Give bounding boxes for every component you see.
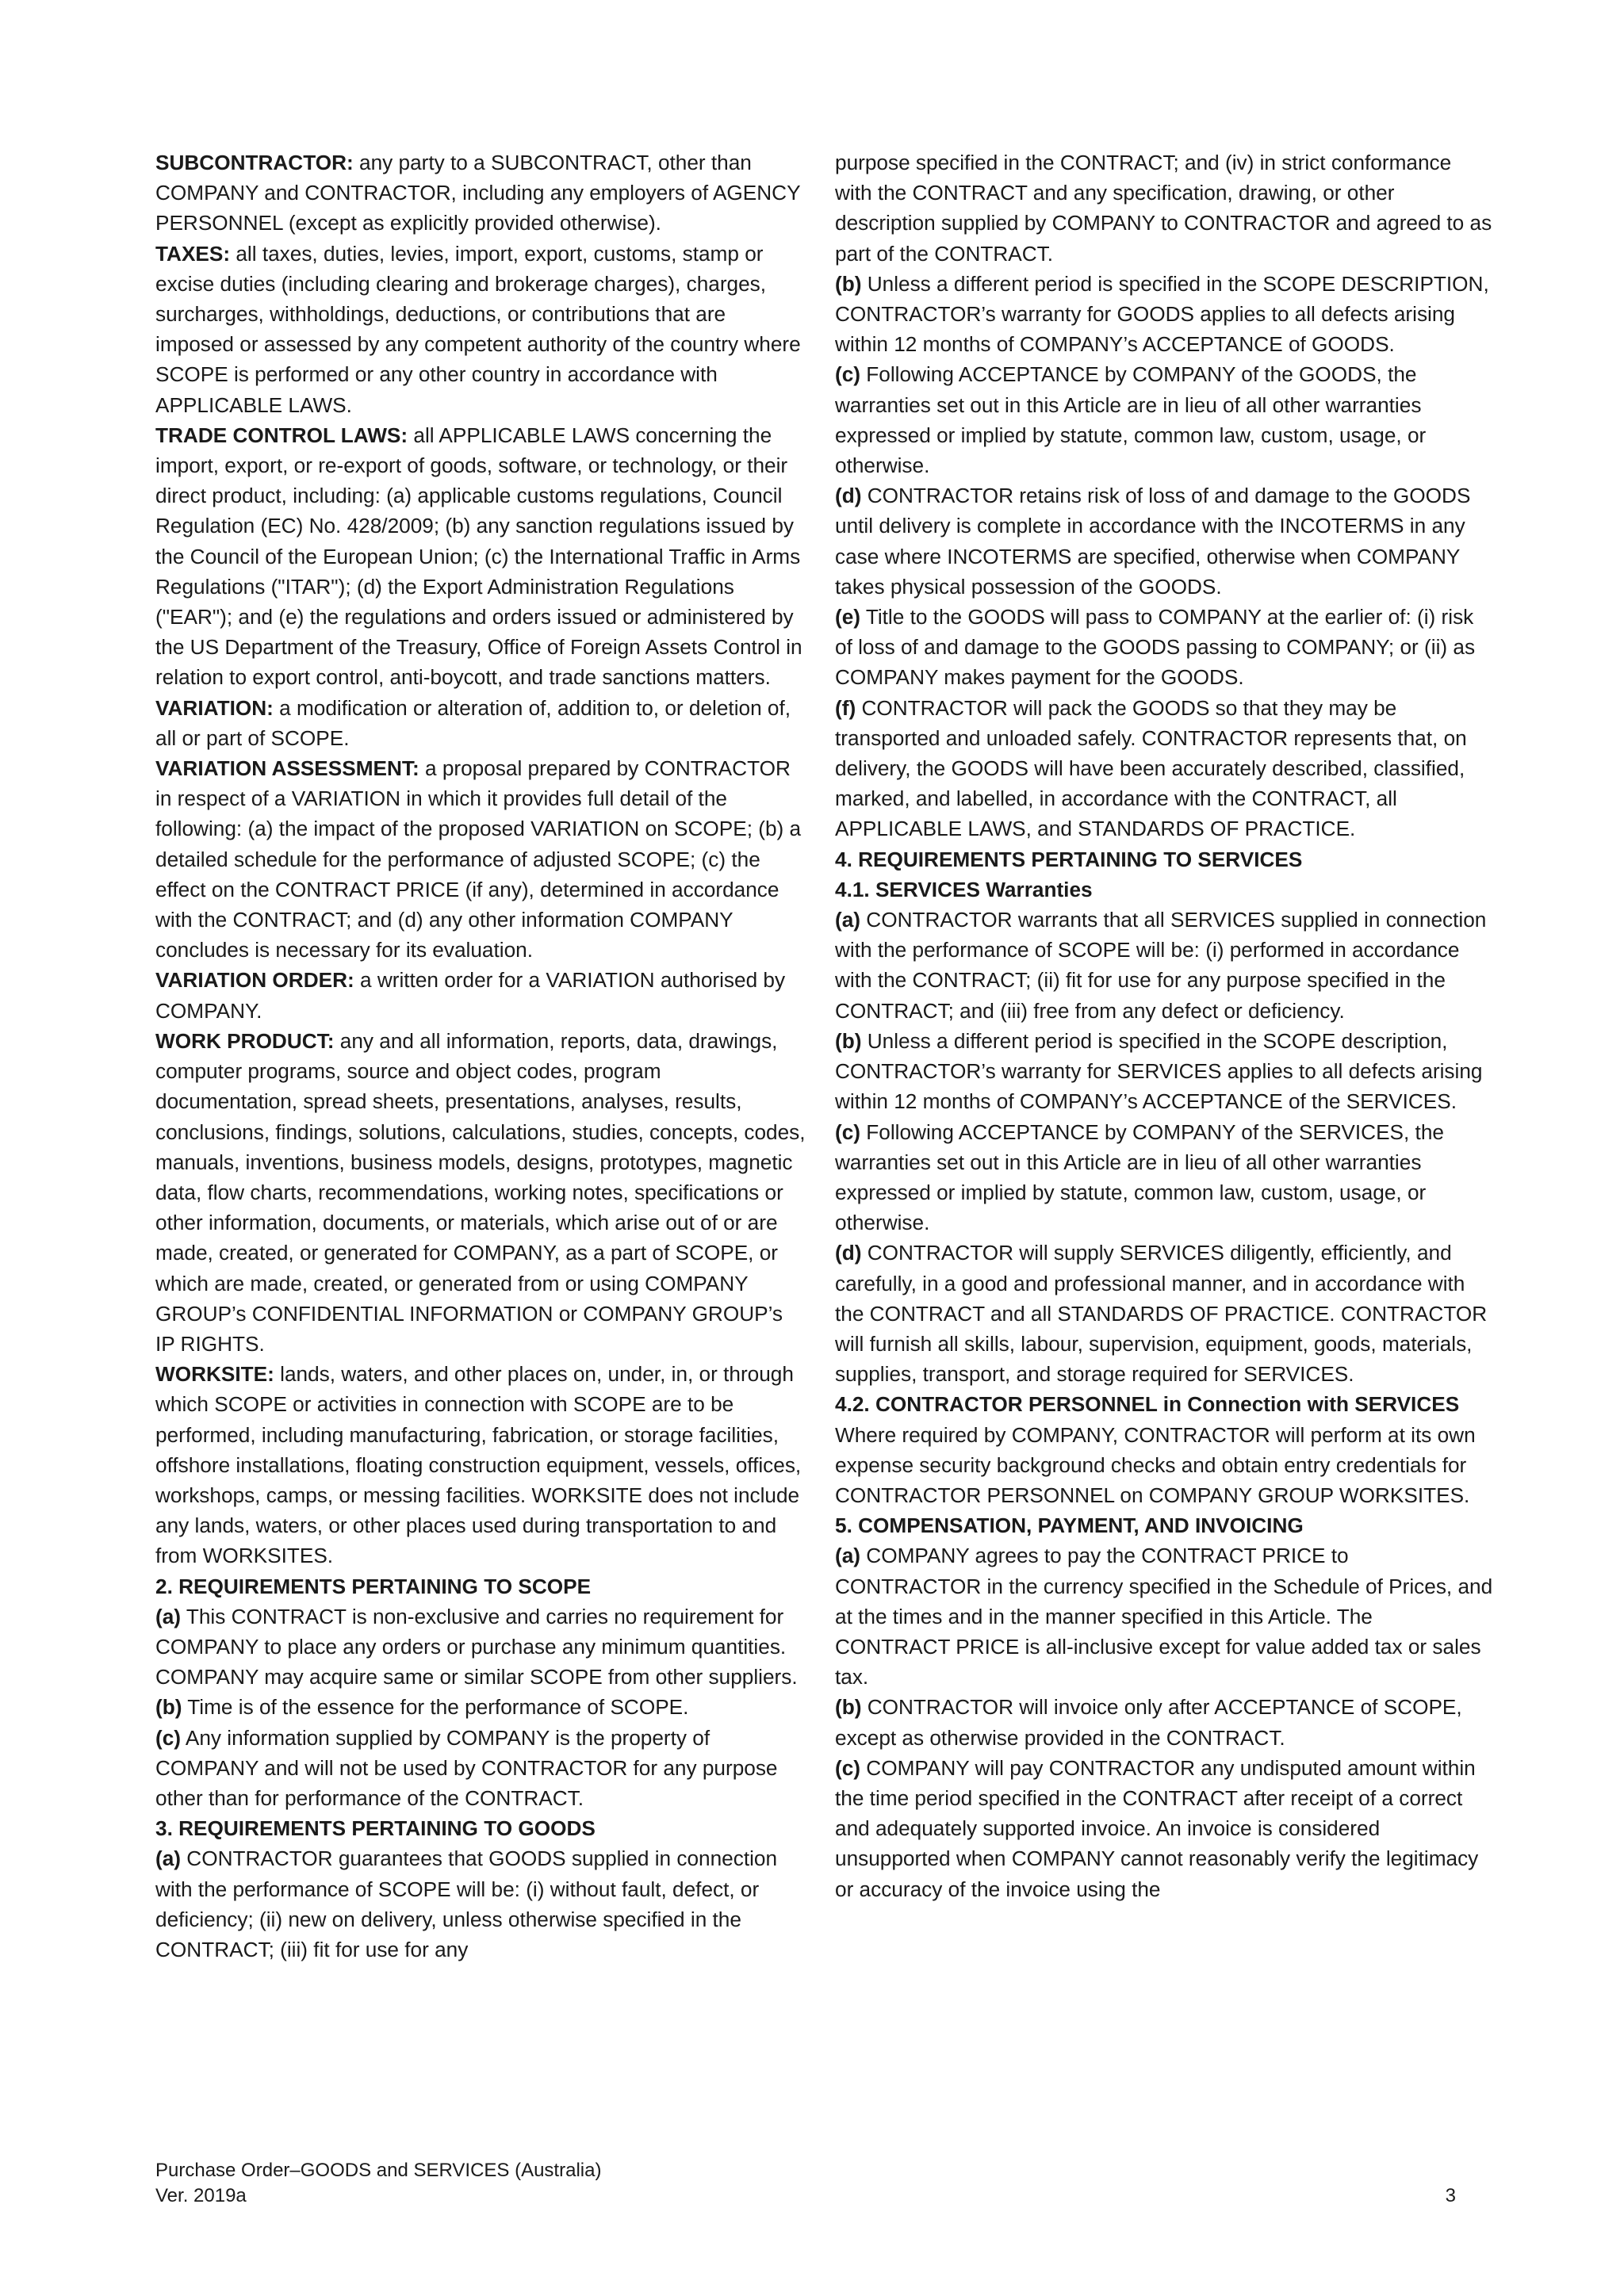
paragraph-text: any and all information, reports, data, drawings, computer programs, source and object codes, program documentation, spread sheets, presentations, analyses, results, conclusions, findings, solutions, calculations, studies, concepts, codes, manuals, inventions, business models, designs, prototypes, magnetic data, flow charts, recommendations, working notes, specifications or other information, documents, or materials, which arise out of or are made, created, or generated for COMPANY, as a part of SCOPE, or which are made, created, or generated from or using COMPANY GROUP’s CONFIDENTIAL INFORMATION or COMPANY GROUP’s IP RIGHTS. [155,1028,806,1356]
defined-term: (a) [835,1544,861,1568]
defined-term: (b) [835,271,862,296]
defined-term: (f) [835,695,856,720]
paragraph-text: all APPLICABLE LAWS concerning the import, export, or re-export of goods, software, or technology, or their direct product, including: (a) applicable customs regulations, Council Regulation (EC) No. 428/2009; (b) any sanction regulations issued by the Council of the European Union; (c) the International Traffic in Arms Regulations ("ITAR"); (d) the Export Administration Regulations ("EAR"); and (e) the regulations and orders issued or administered by the US Department of the Treasury, Office of Foreign Assets Control in relation to export control, anti-boycott, and trade sanctions matters. [155,423,802,690]
defined-term: (b) [835,1028,862,1053]
paragraph-text: all taxes, duties, levies, import, export, customs, stamp or excise duties (including clearing and brokerage charges), charges, surcharges, withholdings, deductions, or contributions that are imposed or assessed by any competent authority of the country where SCOPE is performed or any other country in accordance with APPLICABLE LAWS. [155,241,801,417]
section-heading: 4.2. CONTRACTOR PERSONNEL in Connection with SERVICES [835,1392,1460,1417]
paragraph-text: Following ACCEPTANCE by COMPANY of the GOODS, the warranties set out in this Article are in lieu of all other warranties expressed or implied by statute, common law, custom, usage, or otherwise. [835,362,1427,478]
defined-term: (c) [835,1119,861,1144]
paragraph [155,1359,806,1571]
paragraph [155,693,806,753]
paragraph [835,480,1493,602]
paragraph [835,269,1493,360]
paragraph [155,147,806,239]
paragraph-text: a written order for a VARIATION authorised by COMPANY. [155,968,786,1023]
right-column [835,147,1493,1904]
paragraph-text: Title to the GOODS will pass to COMPANY at the earlier of: (i) risk of loss of and damage to the GOODS passing to COMPANY; or (ii) as COMPANY makes payment for the GOODS. [835,605,1476,690]
defined-term: (a) [155,1846,182,1871]
footer-document-title: Purchase Order–GOODS and SERVICES (Australia) [155,2160,602,2181]
paragraph-text: lands, waters, and other places on, under, in, or through which SCOPE or activities in connection with SCOPE are to be performed, including manufacturing, fabrication, or storage facilities, offshore installations, floating construction equipment, vessels, offices, workshops, camps, or messing facilities. WORKSITE does not include any lands, waters, or other places used during transportation to and from WORKSITES. [155,1362,802,1568]
defined-term: VARIATION ORDER: [155,968,354,993]
paragraph [835,905,1493,1026]
paragraph-text: Time is of the essence for the performance of SCOPE. [182,1695,689,1720]
defined-term: (a) [155,1604,182,1628]
paragraph [155,239,806,420]
paragraph-text: Where required by COMPANY, CONTRACTOR will perform at its own expense security background checks and obtain entry credentials for CONTRACTOR PERSONNEL on COMPANY GROUP WORKSITES. [835,1422,1476,1507]
defined-term: (c) [155,1725,182,1750]
paragraph [155,1026,806,1359]
paragraph [835,1540,1493,1692]
section-heading: 3. REQUIREMENTS PERTAINING TO GOODS [155,1816,596,1841]
section-heading: 5. COMPENSATION, PAYMENT, AND INVOICING [835,1513,1304,1538]
paragraph [835,1420,1493,1511]
paragraph [835,147,1493,269]
left-column [155,147,806,1965]
paragraph [155,965,806,1025]
paragraph-text: CONTRACTOR guarantees that GOODS supplied in connection with the performance of SCOPE will be: (i) without fault, defect, or deficiency; (ii) new on delivery, unless otherwise specified in the CONTRACT; (iii) fit for use for any [155,1846,778,1961]
paragraph-text: a proposal prepared by CONTRACTOR in respect of a VARIATION in which it provides full detail of the following: (a) the impact of the proposed VARIATION on SCOPE; (b) a detailed schedule for the performance of adjusted SCOPE; (c) the effect on the CONTRACT PRICE (if any), determined in accordance with the CONTRACT; and (d) any other information COMPANY concludes is necessary for its evaluation. [155,756,802,962]
defined-term: (e) [835,605,861,629]
paragraph [835,693,1493,844]
paragraph-text: CONTRACTOR will pack the GOODS so that they may be transported and unloaded safely. CONTRACTOR represents that, on delivery, the GOODS will have been accurately described, classified, marked, and labelled, in accordance with the CONTRACT, all APPLICABLE LAWS, and STANDARDS OF PRACTICE. [835,695,1467,841]
section-heading: 4. REQUIREMENTS PERTAINING TO SERVICES [835,847,1303,871]
defined-term: (c) [835,362,861,387]
defined-term: (b) [835,1695,862,1720]
paragraph [155,1692,806,1722]
paragraph [835,602,1493,693]
defined-term: SUBCONTRACTOR: [155,151,354,174]
paragraph [835,1692,1493,1752]
page-footer [155,2158,1456,2209]
section-heading: 4.1. SERVICES Warranties [835,877,1093,901]
defined-term: VARIATION ASSESSMENT: [155,756,419,781]
paragraph-text: CONTRACTOR will supply SERVICES diligently, efficiently, and carefully, in a good and professional manner, and in accordance with the CONTRACT and all STANDARDS OF PRACTICE. CONTRACTOR will furnish all skills, labour, supervision, equipment, goods, materials, supplies, transport, and storage required for SERVICES. [835,1241,1488,1387]
paragraph-text: CONTRACTOR warrants that all SERVICES supplied in connection with the performance of SCOPE will be: (i) performed in accordance with the CONTRACT; (ii) fit for use for any purpose specified in the CONTRACT; and (iii) free from any defect or deficiency. [835,908,1487,1023]
paragraph-text: Unless a different period is specified in the SCOPE description, CONTRACTOR’s warranty for SERVICES applies to all defects arising within 12 months of COMPANY’s ACCEPTANCE of the SERVICES. [835,1028,1483,1114]
paragraph-text: CONTRACTOR will invoice only after ACCEPTANCE of SCOPE, except as otherwise provided in the CONTRACT. [835,1695,1462,1750]
defined-term: (a) [835,908,861,932]
paragraph-text: Unless a different period is specified in the SCOPE DESCRIPTION, CONTRACTOR’s warranty for GOODS applies to all defects arising within 12 months of COMPANY’s ACCEPTANCE of GOODS. [835,271,1489,357]
paragraph [835,1117,1493,1238]
paragraph-text: COMPANY will pay CONTRACTOR any undisputed amount within the time period specified in the CONTRACT after receipt of a correct and adequately supported invoice. An invoice is considered unsupported when COMPANY cannot reasonably verify the legitimacy or accuracy of the invoice using the [835,1755,1479,1901]
defined-term: WORKSITE: [155,1362,274,1387]
paragraph-text: purpose specified in the CONTRACT; and (iv) in strict conformance with the CONTRACT and any specification, drawing, or other description supplied by COMPANY to CONTRACTOR and agreed to as part of the CONTRACT. [835,151,1492,266]
paragraph-text: This CONTRACT is non-exclusive and carries no requirement for COMPANY to place any orders or purchase any minimum quantities. COMPANY may acquire same or similar SCOPE from other suppliers. [155,1604,798,1689]
defined-term: (c) [835,1755,861,1780]
paragraph [155,753,806,965]
paragraph-text: Following ACCEPTANCE by COMPANY of the SERVICES, the warranties set out in this Article are in lieu of all other warranties expressed or implied by statute, common law, custom, usage, or otherwise. [835,1119,1444,1235]
paragraph [835,359,1493,480]
paragraph-text: COMPANY agrees to pay the CONTRACT PRICE to CONTRACTOR in the currency specified in the Schedule of Prices, and at the times and in the manner specified in this Article. The CONTRACT PRICE is all-inclusive except for value added tax or sales tax. [835,1544,1493,1689]
paragraph [155,420,806,693]
defined-term: WORK PRODUCT: [155,1028,335,1053]
defined-term: TAXES: [155,241,231,266]
paragraph [155,1843,806,1965]
paragraph-text: Any information supplied by COMPANY is the property of COMPANY and will not be used by CONTRACTOR for any purpose other than for performance of the CONTRACT. [155,1725,778,1810]
paragraph [835,1238,1493,1389]
defined-term: VARIATION: [155,695,274,720]
page-number: 3 [1445,2185,1456,2206]
paragraph [155,1601,806,1693]
footer-version: Ver. 2019a [155,2185,247,2206]
defined-term: TRADE CONTROL LAWS: [155,423,408,447]
paragraph-text: CONTRACTOR retains risk of loss of and damage to the GOODS until delivery is complete in accordance with the INCOTERMS in any case where INCOTERMS are specified, otherwise when COMPANY takes physical possession of the GOODS. [835,484,1471,599]
defined-term: (d) [835,484,862,508]
paragraph-text: a modification or alteration of, addition to, or deletion of, all or part of SCOPE. [155,695,791,750]
paragraph [155,1723,806,1814]
paragraph [835,1753,1493,1904]
paragraph-text: any party to a SUBCONTRACT, other than COMPANY and CONTRACTOR, including any employers of AGENCY PERSONNEL (except as explicitly provided otherwise). [155,151,801,235]
defined-term: (d) [835,1241,862,1265]
paragraph [835,1026,1493,1117]
section-heading: 2. REQUIREMENTS PERTAINING TO SCOPE [155,1574,592,1598]
defined-term: (b) [155,1695,182,1720]
